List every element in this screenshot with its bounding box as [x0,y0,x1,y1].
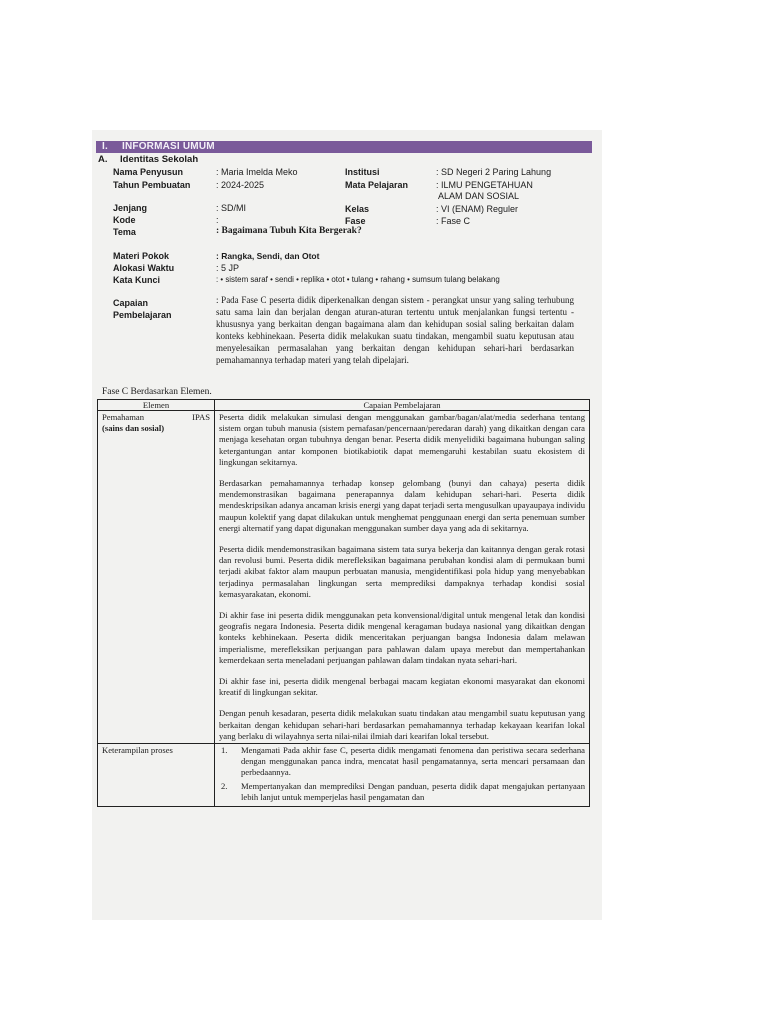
list-item-text: Mengamati Pada akhir fase C, peserta didik mengamati fenomena dan peristiwa secara sederhana dengan menggunakan panca indra, mencatat hasil pengamatannya, serta mencari persamaan dan perbedaannya. [241,745,585,778]
elemen-cell: Keterampilan proses [98,744,215,807]
kata-kunci-value: : • sistem saraf • sendi • replika • otot • tulang • rahang • sumsum tulang belakang [216,275,500,284]
jenjang-value: : SD/MI [216,203,247,213]
list-item [219,781,585,803]
table-title: Fase C Berdasarkan Elemen. [102,387,212,397]
subsection-title: Identitas Sekolah [120,154,199,165]
elemen-name-line-1: Pemahaman IPAS [102,412,210,422]
capaian-cell [215,411,590,744]
capaian-paragraph: Di akhir fase ini peserta didik menggunakan peta konvensional/digital untuk mengenal letak dan kondisi geografis negara Indonesia. Peserta didik mengenal keragaman budaya nasional yang dikaitkan dengan konteks kebhinekaan. Peserta didik menceritakan perjuangan bangsa Indonesia dalam melawan imperialisme, merefleksikan perjuangan para pahlawan dalam upaya merebut dan mempertahankan kemerdekaan serta meneladani perjuangan pahlawan dalam tindakan nyata sehari-hari. [219,610,585,665]
nama-penyusun-value: : Maria Imelda Meko [216,167,298,177]
table-header-row [98,400,590,411]
institusi-label: Institusi [345,167,380,177]
mata-pelajaran-label: Mata Pelajaran [345,180,409,190]
col-header-capaian: Capaian Pembelajaran [215,400,590,411]
tema-label: Tema [113,227,136,237]
section-number: I. [102,141,108,152]
elemen-table [97,399,590,807]
capaian-label-1: Capaian [113,298,149,308]
capaian-paragraph: Berdasarkan pemahamannya terhadap konsep gelombang (bunyi dan cahaya) peserta didik mendemonstrasikan bagaimana penerapannya dalam kehidupan sehari-hari. Peserta didik mendeskripsikan adanya ancaman krisis energi yang dapat terjadi serta mengusulkan upayaupaya individu maupun kolektif yang dapat dilakukan untuk menghemat penggunaan energi dan serta penemuan sumber energi alternatif yang dapat digunakan menggunakan sumber daya yang ada di sekitarnya. [219,478,585,533]
subsection-letter: A. [98,154,108,165]
capaian-cell [215,744,590,807]
kelas-label: Kelas [345,204,370,214]
elemen-name-line-2: (sains dan sosial) [102,423,165,434]
table-row [98,411,590,744]
kata-kunci-label: Kata Kunci [113,275,161,285]
table-row [98,744,590,807]
kode-label: Kode [113,215,136,225]
fase-value: : Fase C [436,216,471,226]
capaian-paragraph: Peserta didik mendemonstrasikan bagaimana sistem tata surya bekerja dan kaitannya dengan gerak rotasi dan revolusi bumi. Peserta didik merefleksikan bagaimana perubahan kondisi alam di permukaan bumi terjadi akibat faktor alam maupun perbuatan manusia, mengidentifikasi pola hidup yang menyebabkan terjadinya permasalahan lingkungan serta memprediksi dampaknya terhadap kondisi sosial kemasyarakatan, ekonomi. [219,544,585,599]
elemen-cell [98,411,215,744]
list-item [219,745,585,779]
tahun-pembuatan-label: Tahun Pembuatan [113,180,191,190]
alokasi-waktu-label: Alokasi Waktu [113,263,175,273]
list-item-text: Mempertanyakan dan memprediksi Dengan panduan, peserta didik dapat mengajukan pertanyaan lebih lanjut untuk memperjelas hasil pengamatan dan [241,780,585,802]
process-list [219,745,585,803]
capaian-paragraph: Dengan penuh kesadaran, peserta didik melakukan suatu tindakan atau mengambil suatu keputusan yang berkaitan dengan kehidupan sehari-hari berdasarkan pemahamannya terhadap kekayaan kearifan lokal yang berlaku di wilayahnya serta nilai-nilai ilmiah dari kearifan lokal tersebut. [219,708,585,741]
institusi-value: : SD Negeri 2 Paring Lahung [436,167,552,177]
tema-value: : Bagaimana Tubuh Kita Bergerak? [216,226,362,236]
section-header-bar [96,141,592,153]
materi-pokok-label: Materi Pokok [113,251,170,261]
fase-label: Fase [345,216,366,226]
mata-pelajaran-value-2: ALAM DAN SOSIAL [438,191,520,201]
subsection-heading [98,154,199,165]
mata-pelajaran-value-1: : ILMU PENGETAHUAN [436,180,533,190]
capaian-paragraph: Di akhir fase ini, peserta didik mengenal berbagai macam kegiatan ekonomi masyarakat dan ekonomi kreatif di lingkungan sekitar. [219,676,585,698]
list-number: 2. [221,780,228,791]
capaian-paragraph: Peserta didik melakukan simulasi dengan menggunakan gambar/bagan/alat/media sederhana tentang sistem organ tubuh manusia (sistem pernafasan/pencernaan/peredaran darah) yang dikaitkan dengan cara menjaga kesehatan organ tubuhnya dengan benar. Peserta didik menyelidiki bagaimana hubungan saling ketergantungan antar komponen biotikabiotik dapat memengaruhi kestabilan suatu ekosistem di lingkungan sekitarnya. [219,412,585,467]
alokasi-waktu-value: : 5 JP [216,263,240,273]
list-number: 1. [221,745,228,756]
materi-pokok-value: : Rangka, Sendi, dan Otot [216,251,320,261]
kelas-value: : VI (ENAM) Reguler [436,204,519,214]
nama-penyusun-label: Nama Penyusun [113,167,184,177]
col-header-elemen: Elemen [98,400,215,411]
capaian-pembelajaran-text: : Pada Fase C peserta didik diperkenalkan dengan sistem - perangkat unsur yang saling terhubung satu sama lain dan berjalan dengan aturan-aturan tertentu untuk menjalankan fungsi tertentu - khususnya yang berkaitan dengan bagaimana alam dan kehidupan sosial saling berkaitan dalam konteks kebhinekaan. Peserta didik melakukan suatu tindakan, mengambil suatu keputusan atau menyelesaikan permasalahan yang berkaitan dengan kehidupan sehari-hari berdasarkan pemahamannya terhadap materi yang telah dipelajari. [216,295,574,365]
tahun-pembuatan-value: : 2024-2025 [216,180,265,190]
section-title: INFORMASI UMUM [122,141,215,152]
jenjang-label: Jenjang [113,203,148,213]
capaian-label-2: Pembelajaran [113,310,172,320]
kode-value: : [216,215,219,225]
